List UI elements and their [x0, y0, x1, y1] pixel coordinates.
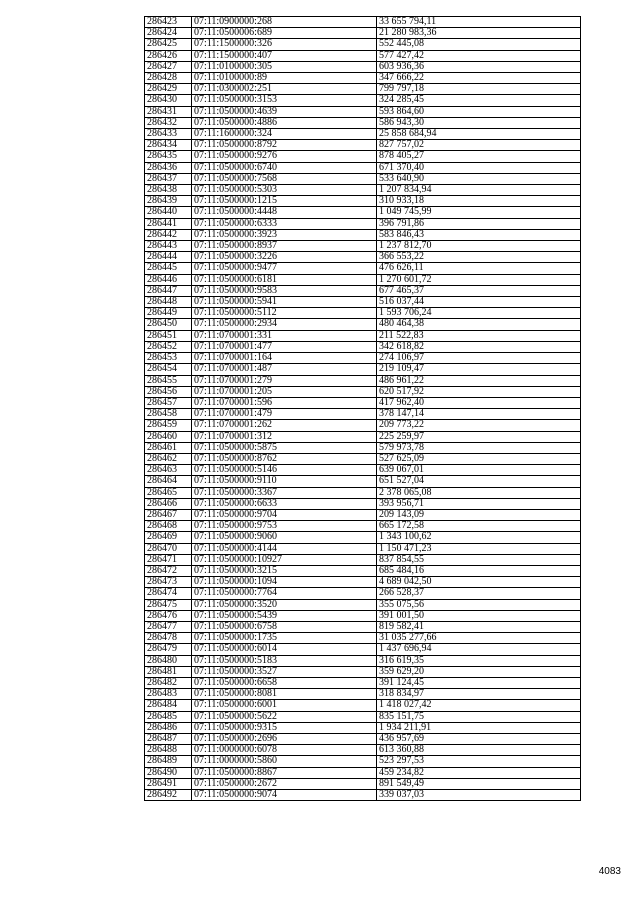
row-number-cell: 286470	[145, 543, 192, 554]
table-row	[145, 17, 581, 28]
cadastral-value-cell: 393 956,71	[377, 498, 581, 509]
row-number-cell: 286456	[145, 386, 192, 397]
cadastral-value-cell: 523 297,53	[377, 756, 581, 767]
cadastral-number-cell: 07:11:0700001:312	[192, 431, 377, 442]
cadastral-number-cell: 07:11:0500000:8937	[192, 241, 377, 252]
table-row	[145, 509, 581, 520]
row-number-cell: 286491	[145, 778, 192, 789]
row-number-cell: 286446	[145, 274, 192, 285]
cadastral-number-cell: 07:11:0500006:689	[192, 28, 377, 39]
cadastral-value-cell: 476 626,11	[377, 263, 581, 274]
cadastral-value-cell: 459 234,82	[377, 767, 581, 778]
cadastral-value-cell: 211 522,83	[377, 330, 581, 341]
table-row	[145, 465, 581, 476]
cadastral-number-cell: 07:11:1500000:326	[192, 39, 377, 50]
cadastral-value-cell: 1 934 211,91	[377, 722, 581, 733]
cadastral-value-cell: 552 445,08	[377, 39, 581, 50]
cadastral-value-cell: 33 655 794,11	[377, 17, 581, 28]
row-number-cell: 286475	[145, 599, 192, 610]
table-row	[145, 677, 581, 688]
table-row	[145, 162, 581, 173]
cadastral-number-cell: 07:11:0500000:5183	[192, 655, 377, 666]
row-number-cell: 286441	[145, 218, 192, 229]
table-row	[145, 140, 581, 151]
table-row	[145, 84, 581, 95]
table-row	[145, 106, 581, 117]
table-row	[145, 644, 581, 655]
row-number-cell: 286425	[145, 39, 192, 50]
cadastral-value-cell: 1 237 812,70	[377, 241, 581, 252]
table-row	[145, 476, 581, 487]
table-row	[145, 274, 581, 285]
cadastral-value-cell: 583 846,43	[377, 229, 581, 240]
table-row	[145, 319, 581, 330]
cadastral-value-cell: 799 797,18	[377, 84, 581, 95]
table-row	[145, 297, 581, 308]
cadastral-number-cell: 07:11:0500000:10927	[192, 554, 377, 565]
row-number-cell: 286479	[145, 644, 192, 655]
table-row	[145, 241, 581, 252]
cadastral-number-cell: 07:11:0000000:5860	[192, 756, 377, 767]
row-number-cell: 286477	[145, 621, 192, 632]
cadastral-number-cell: 07:11:0500000:2696	[192, 734, 377, 745]
cadastral-number-cell: 07:11:0500000:5875	[192, 442, 377, 453]
cadastral-number-cell: 07:11:0100000:305	[192, 61, 377, 72]
table-row	[145, 39, 581, 50]
table-row	[145, 252, 581, 263]
cadastral-number-cell: 07:11:0700001:205	[192, 386, 377, 397]
cadastral-number-cell: 07:11:0700001:164	[192, 353, 377, 364]
table-row	[145, 554, 581, 565]
cadastral-number-cell: 07:11:0500000:3226	[192, 252, 377, 263]
row-number-cell: 286435	[145, 151, 192, 162]
cadastral-value-cell: 355 075,56	[377, 599, 581, 610]
cadastral-number-cell: 07:11:0500000:7764	[192, 588, 377, 599]
cadastral-number-cell: 07:11:0500000:8762	[192, 453, 377, 464]
cadastral-number-cell: 07:11:0700001:279	[192, 375, 377, 386]
table-row	[145, 498, 581, 509]
table-row	[145, 420, 581, 431]
cadastral-number-cell: 07:11:0000000:6078	[192, 745, 377, 756]
cadastral-number-cell: 07:11:1600000:324	[192, 129, 377, 140]
cadastral-value-cell: 417 962,40	[377, 397, 581, 408]
table-row	[145, 621, 581, 632]
table-row	[145, 655, 581, 666]
row-number-cell: 286447	[145, 285, 192, 296]
cadastral-number-cell: 07:11:0500000:3153	[192, 95, 377, 106]
table-row	[145, 207, 581, 218]
table-row	[145, 263, 581, 274]
cadastral-value-cell: 1 418 027,42	[377, 700, 581, 711]
cadastral-value-cell: 2 378 065,08	[377, 487, 581, 498]
cadastral-number-cell: 07:11:0500000:5439	[192, 610, 377, 621]
cadastral-value-cell: 835 151,75	[377, 711, 581, 722]
table-row	[145, 778, 581, 789]
table-row	[145, 364, 581, 375]
cadastral-value-cell: 685 484,16	[377, 565, 581, 576]
table-row	[145, 330, 581, 341]
table-row	[145, 196, 581, 207]
cadastral-value-cell: 1 343 100,62	[377, 532, 581, 543]
row-number-cell: 286492	[145, 790, 192, 801]
cadastral-value-cell: 891 549,49	[377, 778, 581, 789]
row-number-cell: 286481	[145, 666, 192, 677]
cadastral-number-cell: 07:11:0500000:3923	[192, 229, 377, 240]
cadastral-value-cell: 391 001,50	[377, 610, 581, 621]
table-row	[145, 453, 581, 464]
table-row	[145, 229, 581, 240]
cadastral-value-cell: 613 360,88	[377, 745, 581, 756]
row-number-cell: 286429	[145, 84, 192, 95]
table-row	[145, 599, 581, 610]
cadastral-number-cell: 07:11:0500000:3520	[192, 599, 377, 610]
cadastral-value-cell: 359 629,20	[377, 666, 581, 677]
cadastral-number-cell: 07:11:0500000:8792	[192, 140, 377, 151]
row-number-cell: 286466	[145, 498, 192, 509]
cadastral-number-cell: 07:11:0500000:9315	[192, 722, 377, 733]
cadastral-value-cell: 25 858 684,94	[377, 129, 581, 140]
row-number-cell: 286473	[145, 577, 192, 588]
cadastral-value-cell: 603 936,36	[377, 61, 581, 72]
row-number-cell: 286461	[145, 442, 192, 453]
cadastral-value-cell: 4 689 042,50	[377, 577, 581, 588]
table-row	[145, 442, 581, 453]
row-number-cell: 286490	[145, 767, 192, 778]
cadastral-number-cell: 07:11:0500000:3215	[192, 565, 377, 576]
row-number-cell: 286444	[145, 252, 192, 263]
cadastral-number-cell: 07:11:0500000:9583	[192, 285, 377, 296]
cadastral-value-cell: 677 465,37	[377, 285, 581, 296]
cadastral-value-cell: 378 147,14	[377, 409, 581, 420]
cadastral-value-cell: 651 527,04	[377, 476, 581, 487]
cadastral-number-cell: 07:11:0500000:1094	[192, 577, 377, 588]
row-number-cell: 286468	[145, 521, 192, 532]
row-number-cell: 286488	[145, 745, 192, 756]
cadastral-number-cell: 07:11:0700001:596	[192, 397, 377, 408]
row-number-cell: 286482	[145, 677, 192, 688]
table-row	[145, 666, 581, 677]
table-row	[145, 487, 581, 498]
cadastral-number-cell: 07:11:0700001:331	[192, 330, 377, 341]
row-number-cell: 286483	[145, 689, 192, 700]
table-row	[145, 50, 581, 61]
cadastral-number-cell: 07:11:0500000:8081	[192, 689, 377, 700]
cadastral-number-cell: 07:11:0900000:268	[192, 17, 377, 28]
row-number-cell: 286445	[145, 263, 192, 274]
row-number-cell: 286443	[145, 241, 192, 252]
row-number-cell: 286464	[145, 476, 192, 487]
row-number-cell: 286439	[145, 196, 192, 207]
cadastral-value-cell: 225 259,97	[377, 431, 581, 442]
table-row	[145, 532, 581, 543]
table-row	[145, 341, 581, 352]
cadastral-number-cell: 07:11:0500000:7568	[192, 173, 377, 184]
cadastral-number-cell: 07:11:0700001:477	[192, 341, 377, 352]
row-number-cell: 286442	[145, 229, 192, 240]
cadastral-number-cell: 07:11:0700001:479	[192, 409, 377, 420]
cadastral-value-cell: 593 864,60	[377, 106, 581, 117]
cadastral-number-cell: 07:11:0500000:5303	[192, 185, 377, 196]
cadastral-number-cell: 07:11:0500000:2934	[192, 319, 377, 330]
cadastral-value-cell: 620 517,92	[377, 386, 581, 397]
table-row	[145, 308, 581, 319]
cadastral-number-cell: 07:11:0300002:251	[192, 84, 377, 95]
table-row	[145, 73, 581, 84]
cadastral-number-cell: 07:11:0500000:2672	[192, 778, 377, 789]
row-number-cell: 286433	[145, 129, 192, 140]
row-number-cell: 286430	[145, 95, 192, 106]
cadastral-number-cell: 07:11:0500000:9110	[192, 476, 377, 487]
row-number-cell: 286452	[145, 341, 192, 352]
row-number-cell: 286460	[145, 431, 192, 442]
cadastral-number-cell: 07:11:0500000:6633	[192, 498, 377, 509]
row-number-cell: 286448	[145, 297, 192, 308]
table-row	[145, 28, 581, 39]
row-number-cell: 286450	[145, 319, 192, 330]
row-number-cell: 286463	[145, 465, 192, 476]
table-row	[145, 95, 581, 106]
table-row	[145, 577, 581, 588]
cadastral-number-cell: 07:11:0500000:4448	[192, 207, 377, 218]
table-row	[145, 633, 581, 644]
cadastral-value-cell: 586 943,30	[377, 117, 581, 128]
cadastral-number-cell: 07:11:0500000:6658	[192, 677, 377, 688]
cadastral-value-cell: 436 957,69	[377, 734, 581, 745]
cadastral-number-cell: 07:11:0700001:262	[192, 420, 377, 431]
cadastral-value-cell: 1 270 601,72	[377, 274, 581, 285]
cadastral-number-cell: 07:11:1500000:407	[192, 50, 377, 61]
row-number-cell: 286469	[145, 532, 192, 543]
cadastral-number-cell: 07:11:0500000:6181	[192, 274, 377, 285]
cadastral-value-cell: 219 109,47	[377, 364, 581, 375]
row-number-cell: 286485	[145, 711, 192, 722]
cadastral-value-cell: 318 834,97	[377, 689, 581, 700]
cadastral-value-cell: 480 464,38	[377, 319, 581, 330]
table-row	[145, 521, 581, 532]
row-number-cell: 286453	[145, 353, 192, 364]
table-row	[145, 790, 581, 801]
cadastral-number-cell: 07:11:0500000:8867	[192, 767, 377, 778]
table-row	[145, 375, 581, 386]
row-number-cell: 286449	[145, 308, 192, 319]
cadastral-number-cell: 07:11:0500000:6014	[192, 644, 377, 655]
table-row	[145, 61, 581, 72]
cadastral-number-cell: 07:11:0500000:6740	[192, 162, 377, 173]
row-number-cell: 286476	[145, 610, 192, 621]
cadastral-value-cell: 639 067,01	[377, 465, 581, 476]
cadastral-number-cell: 07:11:0500000:6333	[192, 218, 377, 229]
cadastral-number-cell: 07:11:0500000:9074	[192, 790, 377, 801]
cadastral-value-table	[144, 16, 581, 801]
row-number-cell: 286440	[145, 207, 192, 218]
table-row	[145, 610, 581, 621]
row-number-cell: 286459	[145, 420, 192, 431]
cadastral-value-cell: 366 553,22	[377, 252, 581, 263]
table-row	[145, 565, 581, 576]
table-row	[145, 129, 581, 140]
cadastral-value-cell: 310 933,18	[377, 196, 581, 207]
row-number-cell: 286486	[145, 722, 192, 733]
cadastral-number-cell: 07:11:0500000:1215	[192, 196, 377, 207]
table-row	[145, 767, 581, 778]
table-body	[145, 17, 581, 801]
cadastral-value-cell: 1 593 706,24	[377, 308, 581, 319]
cadastral-number-cell: 07:11:0700001:487	[192, 364, 377, 375]
cadastral-value-cell: 266 528,37	[377, 588, 581, 599]
cadastral-value-cell: 31 035 277,66	[377, 633, 581, 644]
row-number-cell: 286426	[145, 50, 192, 61]
cadastral-value-cell: 1 049 745,99	[377, 207, 581, 218]
table-row	[145, 745, 581, 756]
table-row	[145, 285, 581, 296]
table-row	[145, 734, 581, 745]
row-number-cell: 286437	[145, 173, 192, 184]
cadastral-number-cell: 07:11:0500000:6758	[192, 621, 377, 632]
table-row	[145, 588, 581, 599]
row-number-cell: 286428	[145, 73, 192, 84]
cadastral-number-cell: 07:11:0500000:4144	[192, 543, 377, 554]
table-row	[145, 409, 581, 420]
cadastral-value-cell: 577 427,42	[377, 50, 581, 61]
row-number-cell: 286427	[145, 61, 192, 72]
row-number-cell: 286480	[145, 655, 192, 666]
cadastral-value-cell: 1 150 471,23	[377, 543, 581, 554]
cadastral-number-cell: 07:11:0500000:9704	[192, 509, 377, 520]
cadastral-number-cell: 07:11:0500000:9060	[192, 532, 377, 543]
cadastral-number-cell: 07:11:0500000:3527	[192, 666, 377, 677]
table-row	[145, 117, 581, 128]
row-number-cell: 286431	[145, 106, 192, 117]
cadastral-value-cell: 878 405,27	[377, 151, 581, 162]
table-row	[145, 173, 581, 184]
table-row	[145, 756, 581, 767]
table-row	[145, 722, 581, 733]
table-row	[145, 397, 581, 408]
row-number-cell: 286487	[145, 734, 192, 745]
row-number-cell: 286457	[145, 397, 192, 408]
cadastral-number-cell: 07:11:0500000:1735	[192, 633, 377, 644]
page-number: 4083	[598, 866, 621, 877]
row-number-cell: 286474	[145, 588, 192, 599]
cadastral-value-cell: 579 973,78	[377, 442, 581, 453]
cadastral-number-cell: 07:11:0500000:9477	[192, 263, 377, 274]
row-number-cell: 286462	[145, 453, 192, 464]
table-row	[145, 431, 581, 442]
cadastral-number-cell: 07:11:0500000:5622	[192, 711, 377, 722]
row-number-cell: 286478	[145, 633, 192, 644]
cadastral-number-cell: 07:11:0500000:6001	[192, 700, 377, 711]
cadastral-value-cell: 274 106,97	[377, 353, 581, 364]
table-row	[145, 218, 581, 229]
table-row	[145, 700, 581, 711]
row-number-cell: 286434	[145, 140, 192, 151]
row-number-cell: 286458	[145, 409, 192, 420]
table-row	[145, 353, 581, 364]
cadastral-value-cell: 316 619,35	[377, 655, 581, 666]
cadastral-number-cell: 07:11:0500000:3367	[192, 487, 377, 498]
row-number-cell: 286465	[145, 487, 192, 498]
cadastral-value-cell: 347 666,22	[377, 73, 581, 84]
cadastral-number-cell: 07:11:0500000:9753	[192, 521, 377, 532]
table-row	[145, 543, 581, 554]
cadastral-value-cell: 209 143,09	[377, 509, 581, 520]
row-number-cell: 286472	[145, 565, 192, 576]
row-number-cell: 286424	[145, 28, 192, 39]
row-number-cell: 286489	[145, 756, 192, 767]
row-number-cell: 286438	[145, 185, 192, 196]
cadastral-value-cell: 391 124,45	[377, 677, 581, 688]
cadastral-value-cell: 527 625,09	[377, 453, 581, 464]
table-row	[145, 386, 581, 397]
row-number-cell: 286484	[145, 700, 192, 711]
cadastral-number-cell: 07:11:0500000:4886	[192, 117, 377, 128]
row-number-cell: 286455	[145, 375, 192, 386]
cadastral-value-cell: 396 791,86	[377, 218, 581, 229]
table-row	[145, 151, 581, 162]
row-number-cell: 286467	[145, 509, 192, 520]
cadastral-value-cell: 827 757,02	[377, 140, 581, 151]
cadastral-value-cell: 819 582,41	[377, 621, 581, 632]
row-number-cell: 286432	[145, 117, 192, 128]
cadastral-number-cell: 07:11:0100000:89	[192, 73, 377, 84]
cadastral-value-cell: 342 618,82	[377, 341, 581, 352]
cadastral-value-cell: 486 961,22	[377, 375, 581, 386]
table-row	[145, 711, 581, 722]
cadastral-value-cell: 516 037,44	[377, 297, 581, 308]
row-number-cell: 286471	[145, 554, 192, 565]
cadastral-number-cell: 07:11:0500000:9276	[192, 151, 377, 162]
cadastral-number-cell: 07:11:0500000:4639	[192, 106, 377, 117]
cadastral-value-cell: 209 773,22	[377, 420, 581, 431]
table-row	[145, 185, 581, 196]
row-number-cell: 286423	[145, 17, 192, 28]
row-number-cell: 286454	[145, 364, 192, 375]
cadastral-number-cell: 07:11:0500000:5941	[192, 297, 377, 308]
cadastral-value-cell: 339 037,03	[377, 790, 581, 801]
cadastral-number-cell: 07:11:0500000:5146	[192, 465, 377, 476]
cadastral-value-cell: 1 437 696,94	[377, 644, 581, 655]
cadastral-number-cell: 07:11:0500000:5112	[192, 308, 377, 319]
cadastral-value-cell: 533 640,90	[377, 173, 581, 184]
cadastral-value-cell: 21 280 983,36	[377, 28, 581, 39]
cadastral-value-cell: 671 370,40	[377, 162, 581, 173]
row-number-cell: 286451	[145, 330, 192, 341]
cadastral-value-cell: 1 207 834,94	[377, 185, 581, 196]
cadastral-value-cell: 665 172,58	[377, 521, 581, 532]
table-row	[145, 689, 581, 700]
cadastral-value-cell: 324 285,45	[377, 95, 581, 106]
cadastral-value-cell: 837 854,55	[377, 554, 581, 565]
row-number-cell: 286436	[145, 162, 192, 173]
